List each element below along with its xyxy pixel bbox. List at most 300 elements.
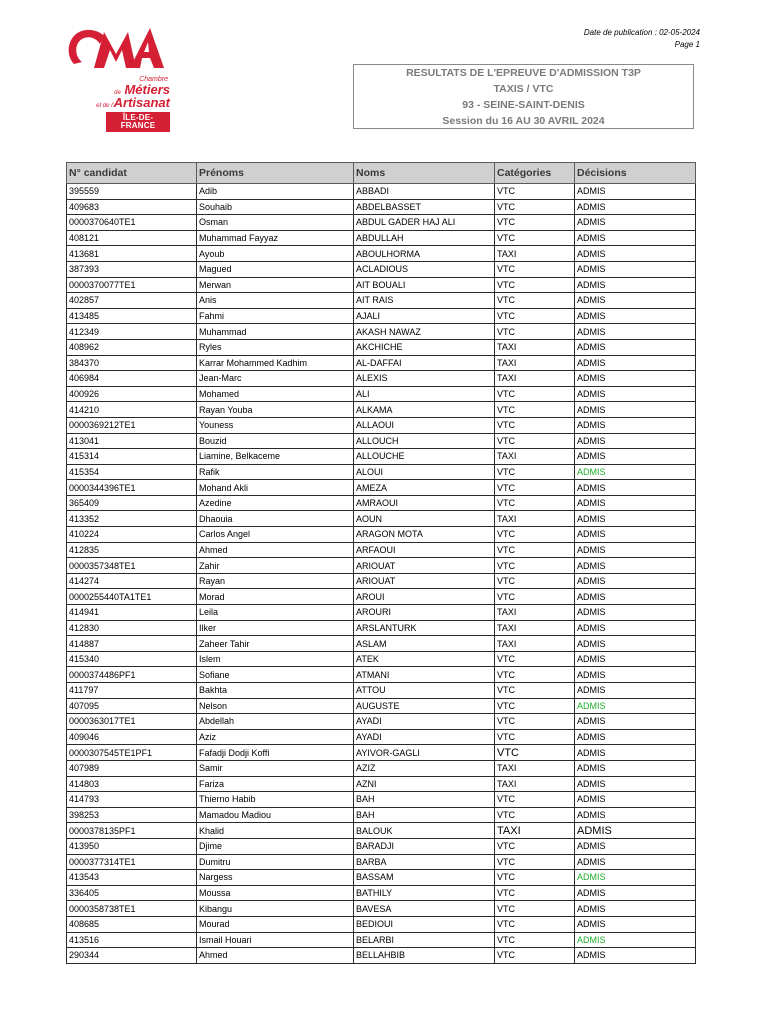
cell-category: VTC — [495, 480, 575, 496]
cell-candidate-number: 0000370077TE1 — [67, 277, 197, 293]
cell-category: VTC — [495, 230, 575, 246]
cell-candidate-number: 413485 — [67, 308, 197, 324]
cell-first-names: Ahmed — [197, 542, 354, 558]
table-header-row — [67, 163, 696, 184]
cell-first-names: Abdellah — [197, 714, 354, 730]
cell-first-names: Kibangu — [197, 901, 354, 917]
cell-first-names: Rafik — [197, 464, 354, 480]
table-row — [67, 449, 696, 465]
cell-candidate-number: 398253 — [67, 807, 197, 823]
cell-last-names: BARADJI — [354, 838, 495, 854]
cell-decision: ADMIS — [575, 714, 696, 730]
table-row — [67, 386, 696, 402]
cell-decision: ADMIS — [575, 449, 696, 465]
cell-category: VTC — [495, 199, 575, 215]
cell-candidate-number: 365409 — [67, 495, 197, 511]
cell-first-names: Ilker — [197, 620, 354, 636]
cell-category: TAXI — [495, 246, 575, 262]
cell-first-names: Thierno Habib — [197, 792, 354, 808]
table-row — [67, 714, 696, 730]
cell-first-names: Ayoub — [197, 246, 354, 262]
cell-category: VTC — [495, 948, 575, 964]
cell-first-names: Moussa — [197, 885, 354, 901]
cma-logo — [64, 24, 170, 136]
cell-last-names: BELARBI — [354, 932, 495, 948]
page-number: Page 1 — [674, 40, 700, 49]
cell-decision: ADMIS — [575, 308, 696, 324]
table-row — [67, 589, 696, 605]
table-row — [67, 511, 696, 527]
cell-first-names: Mamadou Madiou — [197, 807, 354, 823]
cell-category: TAXI — [495, 449, 575, 465]
cell-first-names: Leila — [197, 605, 354, 621]
cell-decision: ADMIS — [575, 199, 696, 215]
cell-candidate-number: 384370 — [67, 355, 197, 371]
cell-decision: ADMIS — [575, 760, 696, 776]
table-row — [67, 433, 696, 449]
header-first-names: Prénoms — [197, 163, 354, 184]
cell-first-names: Mourad — [197, 916, 354, 932]
cell-candidate-number: 414210 — [67, 402, 197, 418]
cell-candidate-number: 407095 — [67, 698, 197, 714]
cell-category: VTC — [495, 667, 575, 683]
cell-decision: ADMIS — [575, 527, 696, 543]
cell-last-names: AIT RAIS — [354, 293, 495, 309]
cell-candidate-number: 414803 — [67, 776, 197, 792]
cell-last-names: ALLAOUI — [354, 417, 495, 433]
table-row — [67, 667, 696, 683]
cell-category: VTC — [495, 854, 575, 870]
cell-first-names: Aziz — [197, 729, 354, 745]
cell-category: TAXI — [495, 355, 575, 371]
cell-decision: ADMIS — [575, 885, 696, 901]
cell-last-names: ARAGON MOTA — [354, 527, 495, 543]
cell-candidate-number: 0000378135PF1 — [67, 823, 197, 839]
cell-candidate-number: 413352 — [67, 511, 197, 527]
table-row — [67, 885, 696, 901]
cell-first-names: Adib — [197, 184, 354, 200]
cell-last-names: ALOUI — [354, 464, 495, 480]
table-row — [67, 901, 696, 917]
cell-candidate-number: 336405 — [67, 885, 197, 901]
cell-candidate-number: 0000255440TA1TE1 — [67, 589, 197, 605]
cell-first-names: Anis — [197, 293, 354, 309]
cell-category: VTC — [495, 464, 575, 480]
cell-first-names: Souhaib — [197, 199, 354, 215]
table-row — [67, 355, 696, 371]
cell-candidate-number: 415314 — [67, 449, 197, 465]
cell-category: VTC — [495, 729, 575, 745]
cell-decision: ADMIS — [575, 698, 696, 714]
cell-last-names: ALEXIS — [354, 371, 495, 387]
cell-category: VTC — [495, 495, 575, 511]
table-row — [67, 480, 696, 496]
cell-category: VTC — [495, 215, 575, 231]
table-row — [67, 854, 696, 870]
cell-decision: ADMIS — [575, 246, 696, 262]
table-row — [67, 683, 696, 699]
cell-candidate-number: 411797 — [67, 683, 197, 699]
cell-decision: ADMIS — [575, 495, 696, 511]
title-line1: RESULTATS DE L'EPREUVE D'ADMISSION T3P — [406, 66, 641, 79]
cell-decision: ADMIS — [575, 558, 696, 574]
cell-category: VTC — [495, 527, 575, 543]
cell-category: VTC — [495, 916, 575, 932]
table-row — [67, 807, 696, 823]
cell-category: VTC — [495, 261, 575, 277]
cell-last-names: AIT BOUALI — [354, 277, 495, 293]
table-row — [67, 230, 696, 246]
cell-category: VTC — [495, 901, 575, 917]
cell-category: TAXI — [495, 776, 575, 792]
cell-candidate-number: 412349 — [67, 324, 197, 340]
cell-category: VTC — [495, 683, 575, 699]
cell-category: VTC — [495, 542, 575, 558]
cell-category: VTC — [495, 573, 575, 589]
cell-category: VTC — [495, 277, 575, 293]
cell-category: VTC — [495, 324, 575, 340]
cell-first-names: Bouzid — [197, 433, 354, 449]
cell-candidate-number: 413681 — [67, 246, 197, 262]
cell-decision: ADMIS — [575, 870, 696, 886]
cell-last-names: ATEK — [354, 651, 495, 667]
cell-last-names: ABDULLAH — [354, 230, 495, 246]
cell-last-names: BAH — [354, 807, 495, 823]
cell-candidate-number: 406984 — [67, 371, 197, 387]
table-row — [67, 308, 696, 324]
logo-line1: Chambre — [139, 76, 168, 83]
cell-last-names: ALLOUCHE — [354, 449, 495, 465]
cell-decision: ADMIS — [575, 324, 696, 340]
table-row — [67, 277, 696, 293]
cell-decision: ADMIS — [575, 605, 696, 621]
cell-last-names: BARBA — [354, 854, 495, 870]
cell-last-names: AMEZA — [354, 480, 495, 496]
cell-last-names: BELLAHBIB — [354, 948, 495, 964]
table-row — [67, 605, 696, 621]
header-decisions: Décisions — [575, 163, 696, 184]
cell-first-names: Khalid — [197, 823, 354, 839]
table-row — [67, 495, 696, 511]
cell-last-names: ACLADIOUS — [354, 261, 495, 277]
cell-decision: ADMIS — [575, 230, 696, 246]
header-categories: Catégories — [495, 163, 575, 184]
table-row — [67, 776, 696, 792]
table-row — [67, 729, 696, 745]
cell-first-names: Youness — [197, 417, 354, 433]
cell-first-names: Mohamed — [197, 386, 354, 402]
cell-candidate-number: 0000369212TE1 — [67, 417, 197, 433]
cell-candidate-number: 412830 — [67, 620, 197, 636]
table-row — [67, 698, 696, 714]
table-row — [67, 792, 696, 808]
cell-decision: ADMIS — [575, 433, 696, 449]
cma-logo-mark-icon — [64, 24, 166, 74]
cell-candidate-number: 407989 — [67, 760, 197, 776]
header-candidate-number: N° candidat — [67, 163, 197, 184]
cell-last-names: AL-DAFFAI — [354, 355, 495, 371]
logo-text — [64, 76, 170, 132]
cell-decision: ADMIS — [575, 589, 696, 605]
logo-line2: de Métiers — [114, 82, 170, 97]
cell-last-names: ABDELBASSET — [354, 199, 495, 215]
cell-candidate-number: 410224 — [67, 527, 197, 543]
cell-candidate-number: 414793 — [67, 792, 197, 808]
table-row — [67, 636, 696, 652]
cell-last-names: ARSLANTURK — [354, 620, 495, 636]
table-row — [67, 402, 696, 418]
cell-category: TAXI — [495, 636, 575, 652]
cell-last-names: AROUI — [354, 589, 495, 605]
cell-first-names: Morad — [197, 589, 354, 605]
table-row — [67, 527, 696, 543]
cell-first-names: Sofiane — [197, 667, 354, 683]
cell-first-names: Ryles — [197, 339, 354, 355]
cell-decision: ADMIS — [575, 355, 696, 371]
cell-candidate-number: 408685 — [67, 916, 197, 932]
cell-decision: ADMIS — [575, 854, 696, 870]
title-line2: TAXIS / VTC — [493, 82, 554, 95]
cell-last-names: ALLOUCH — [354, 433, 495, 449]
table-row — [67, 246, 696, 262]
cell-category: VTC — [495, 870, 575, 886]
cell-candidate-number: 0000307545TE1PF1 — [67, 745, 197, 761]
cell-category: VTC — [495, 745, 575, 761]
cell-last-names: AZIZ — [354, 760, 495, 776]
cell-last-names: ABBADI — [354, 184, 495, 200]
table-row — [67, 293, 696, 309]
cell-first-names: Carlos Angel — [197, 527, 354, 543]
cell-decision: ADMIS — [575, 215, 696, 231]
table-row — [67, 948, 696, 964]
publication-info — [584, 27, 700, 51]
header-last-names: Noms — [354, 163, 495, 184]
table-row — [67, 823, 696, 839]
cell-decision: ADMIS — [575, 464, 696, 480]
cell-decision: ADMIS — [575, 277, 696, 293]
table-row — [67, 215, 696, 231]
cell-first-names: Zahir — [197, 558, 354, 574]
cell-first-names: Islem — [197, 651, 354, 667]
table-row — [67, 620, 696, 636]
cell-decision: ADMIS — [575, 480, 696, 496]
cell-decision: ADMIS — [575, 573, 696, 589]
cell-candidate-number: 402857 — [67, 293, 197, 309]
table-row — [67, 184, 696, 200]
cell-decision: ADMIS — [575, 823, 696, 839]
cell-candidate-number: 400926 — [67, 386, 197, 402]
cell-first-names: Nargess — [197, 870, 354, 886]
cell-candidate-number: 412835 — [67, 542, 197, 558]
cell-last-names: AUGUSTE — [354, 698, 495, 714]
logo-region: ÎLE-DE-FRANCE — [106, 112, 170, 132]
table-row — [67, 261, 696, 277]
cell-last-names: BATHILY — [354, 885, 495, 901]
cell-category: VTC — [495, 885, 575, 901]
cell-decision: ADMIS — [575, 745, 696, 761]
title-line4: Session du 16 AU 30 AVRIL 2024 — [442, 114, 605, 127]
cell-decision: ADMIS — [575, 916, 696, 932]
cell-last-names: AYIVOR-GAGLI — [354, 745, 495, 761]
cell-last-names: BASSAM — [354, 870, 495, 886]
table-row — [67, 371, 696, 387]
cell-decision: ADMIS — [575, 651, 696, 667]
cell-first-names: Azedine — [197, 495, 354, 511]
cell-last-names: AKASH NAWAZ — [354, 324, 495, 340]
cell-decision: ADMIS — [575, 729, 696, 745]
table-row — [67, 542, 696, 558]
cell-last-names: ARIOUAT — [354, 573, 495, 589]
cell-candidate-number: 414274 — [67, 573, 197, 589]
table-row — [67, 324, 696, 340]
cell-candidate-number: 290344 — [67, 948, 197, 964]
cell-category: VTC — [495, 417, 575, 433]
title-line3: 93 - SEINE-SAINT-DENIS — [462, 98, 585, 111]
cell-last-names: ALKAMA — [354, 402, 495, 418]
cell-last-names: ARFAOUI — [354, 542, 495, 558]
cell-last-names: ARIOUAT — [354, 558, 495, 574]
cell-category: VTC — [495, 651, 575, 667]
cell-category: VTC — [495, 932, 575, 948]
cell-last-names: ATTOU — [354, 683, 495, 699]
cell-decision: ADMIS — [575, 901, 696, 917]
cell-first-names: Fariza — [197, 776, 354, 792]
cell-candidate-number: 0000377314TE1 — [67, 854, 197, 870]
cell-decision: ADMIS — [575, 184, 696, 200]
cell-first-names: Djime — [197, 838, 354, 854]
cell-decision: ADMIS — [575, 386, 696, 402]
cell-candidate-number: 0000374486PF1 — [67, 667, 197, 683]
cell-last-names: ATMANI — [354, 667, 495, 683]
cell-candidate-number: 0000358738TE1 — [67, 901, 197, 917]
cell-category: VTC — [495, 792, 575, 808]
cell-last-names: AROURI — [354, 605, 495, 621]
cell-last-names: AYADI — [354, 714, 495, 730]
cell-first-names: Samir — [197, 760, 354, 776]
cell-decision: ADMIS — [575, 776, 696, 792]
cell-category: TAXI — [495, 339, 575, 355]
cell-category: TAXI — [495, 620, 575, 636]
cell-decision: ADMIS — [575, 932, 696, 948]
cell-candidate-number: 415354 — [67, 464, 197, 480]
cell-first-names: Fafadji Dodji Koffi — [197, 745, 354, 761]
cell-first-names: Dhaouia — [197, 511, 354, 527]
logo-line3: et de l'Artisanat — [96, 95, 170, 110]
cell-decision: ADMIS — [575, 792, 696, 808]
cell-category: VTC — [495, 698, 575, 714]
cell-decision: ADMIS — [575, 511, 696, 527]
table-row — [67, 199, 696, 215]
cell-last-names: BAVESA — [354, 901, 495, 917]
cell-candidate-number: 395559 — [67, 184, 197, 200]
cell-candidate-number: 0000370640TE1 — [67, 215, 197, 231]
cell-candidate-number: 415340 — [67, 651, 197, 667]
cell-category: VTC — [495, 838, 575, 854]
cell-decision: ADMIS — [575, 948, 696, 964]
table-row — [67, 870, 696, 886]
cell-category: VTC — [495, 714, 575, 730]
cell-decision: ADMIS — [575, 417, 696, 433]
cell-category: VTC — [495, 293, 575, 309]
cell-category: VTC — [495, 386, 575, 402]
cell-decision: ADMIS — [575, 683, 696, 699]
table-row — [67, 760, 696, 776]
cell-last-names: AMRAOUI — [354, 495, 495, 511]
cell-last-names: ASLAM — [354, 636, 495, 652]
table-row — [67, 464, 696, 480]
publication-date: Date de publication : 02-05-2024 — [583, 28, 700, 37]
table-row — [67, 932, 696, 948]
cell-decision: ADMIS — [575, 339, 696, 355]
cell-first-names: Ahmed — [197, 948, 354, 964]
cell-last-names: ABDUL GADER HAJ ALI — [354, 215, 495, 231]
cell-first-names: Muhammad Fayyaz — [197, 230, 354, 246]
cell-decision: ADMIS — [575, 807, 696, 823]
cell-last-names: ABOULHORMA — [354, 246, 495, 262]
cell-first-names: Liamine, Belkaceme — [197, 449, 354, 465]
cell-last-names: AKCHICHE — [354, 339, 495, 355]
cell-candidate-number: 413041 — [67, 433, 197, 449]
cell-first-names: Rayan Youba — [197, 402, 354, 418]
cell-first-names: Fahmi — [197, 308, 354, 324]
table-row — [67, 651, 696, 667]
cell-last-names: AOUN — [354, 511, 495, 527]
results-table — [66, 162, 696, 964]
cell-category: TAXI — [495, 823, 575, 839]
cell-decision: ADMIS — [575, 371, 696, 387]
cell-last-names: AJALI — [354, 308, 495, 324]
cell-category: VTC — [495, 308, 575, 324]
cell-first-names: Zaheer Tahir — [197, 636, 354, 652]
cell-first-names: Dumitru — [197, 854, 354, 870]
cell-candidate-number: 414941 — [67, 605, 197, 621]
table-row — [67, 745, 696, 761]
cell-candidate-number: 409683 — [67, 199, 197, 215]
cell-first-names: Ismail Houari — [197, 932, 354, 948]
cell-decision: ADMIS — [575, 542, 696, 558]
cell-last-names: AYADI — [354, 729, 495, 745]
cell-candidate-number: 387393 — [67, 261, 197, 277]
table-row — [67, 916, 696, 932]
cell-candidate-number: 0000363017TE1 — [67, 714, 197, 730]
cell-decision: ADMIS — [575, 293, 696, 309]
cell-candidate-number: 413516 — [67, 932, 197, 948]
cell-first-names: Magued — [197, 261, 354, 277]
cell-decision: ADMIS — [575, 667, 696, 683]
cell-first-names: Mohand Akli — [197, 480, 354, 496]
cell-decision: ADMIS — [575, 636, 696, 652]
cell-candidate-number: 414887 — [67, 636, 197, 652]
cell-category: VTC — [495, 807, 575, 823]
cell-category: VTC — [495, 184, 575, 200]
cell-candidate-number: 408121 — [67, 230, 197, 246]
table-row — [67, 573, 696, 589]
cell-last-names: ALI — [354, 386, 495, 402]
cell-last-names: AZNI — [354, 776, 495, 792]
cell-category: TAXI — [495, 760, 575, 776]
cell-last-names: BAH — [354, 792, 495, 808]
cell-candidate-number: 413543 — [67, 870, 197, 886]
title-box — [353, 64, 694, 129]
cell-category: VTC — [495, 433, 575, 449]
cell-decision: ADMIS — [575, 402, 696, 418]
cell-first-names: Muhammad — [197, 324, 354, 340]
table-row — [67, 339, 696, 355]
cell-first-names: Osman — [197, 215, 354, 231]
cell-candidate-number: 413950 — [67, 838, 197, 854]
cell-last-names: BALOUK — [354, 823, 495, 839]
cell-first-names: Nelson — [197, 698, 354, 714]
